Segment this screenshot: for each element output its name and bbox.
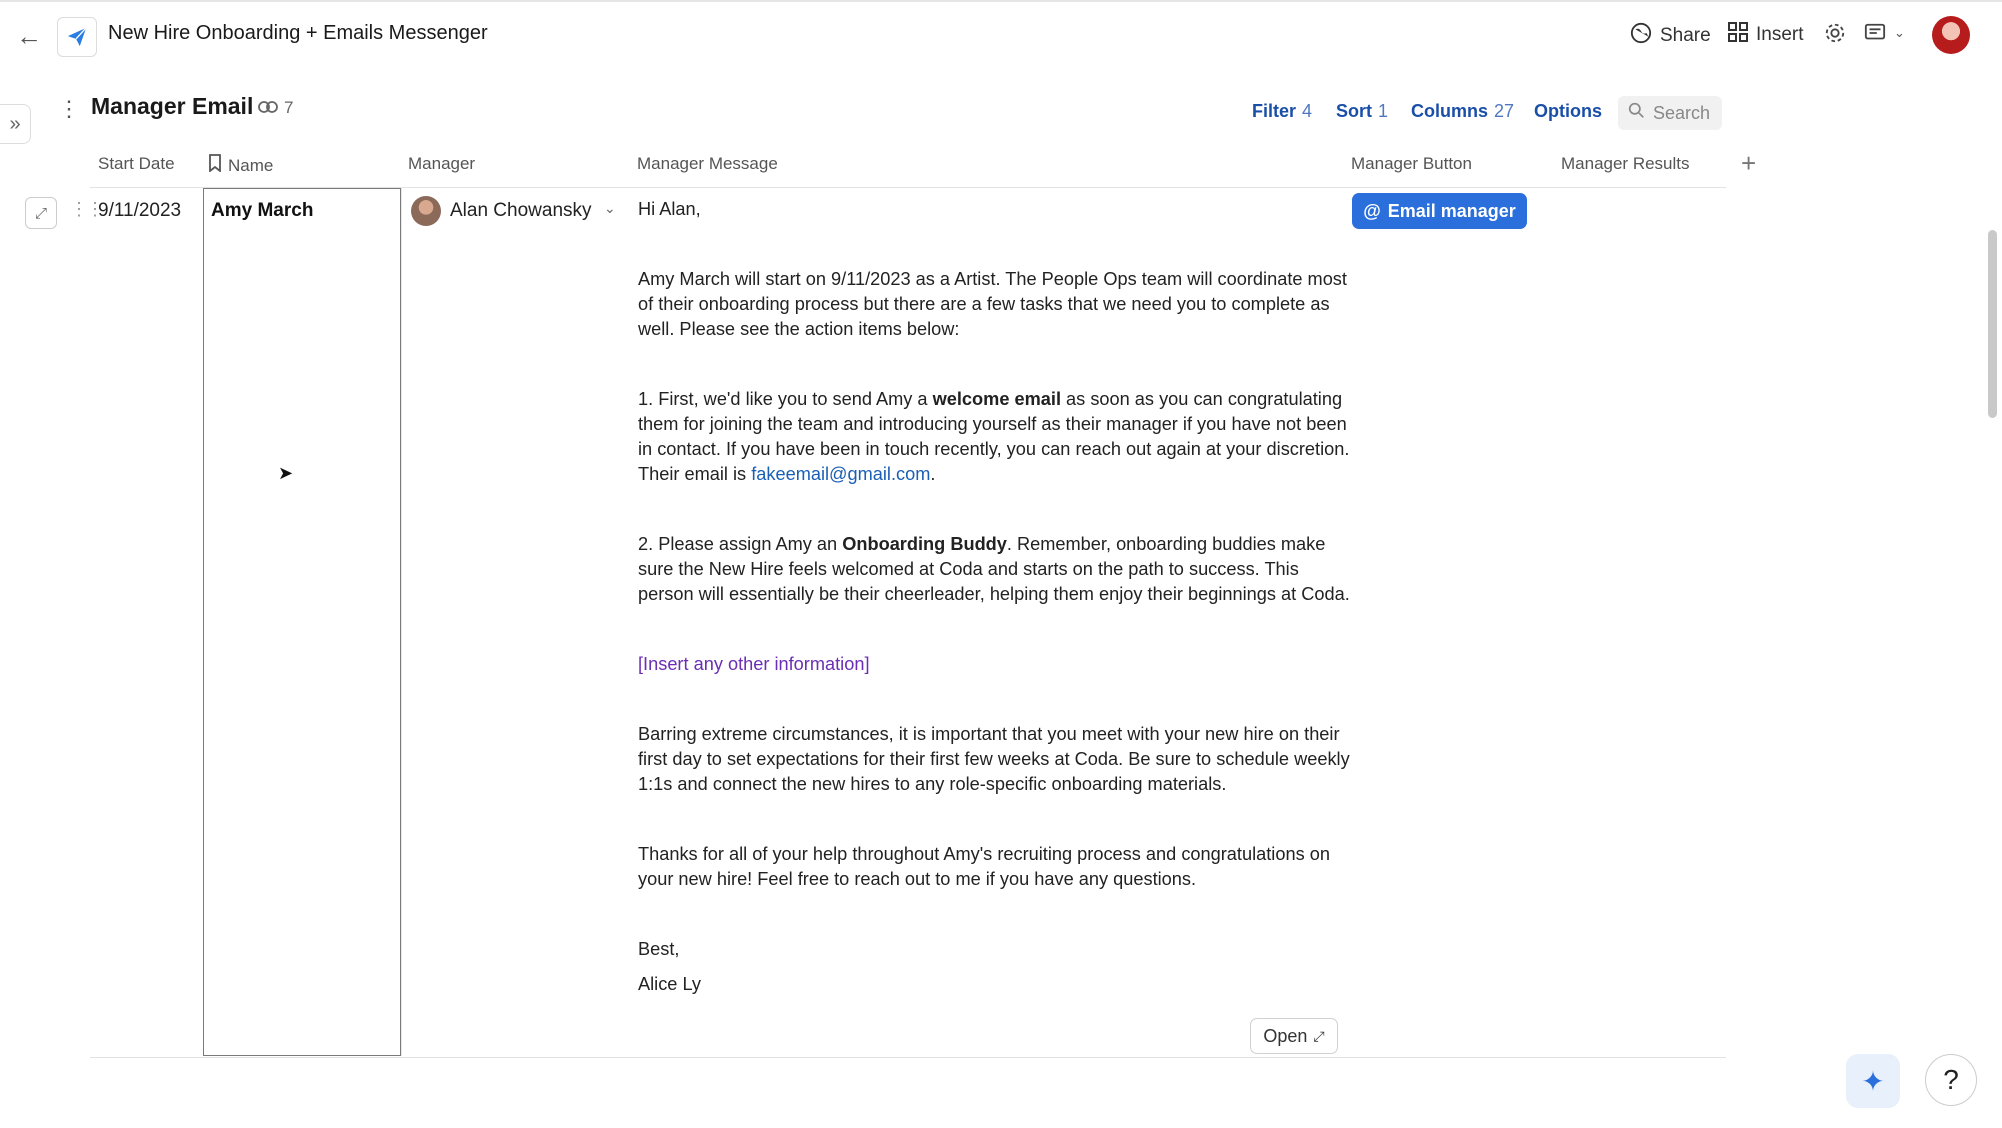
open-label: Open (1263, 1025, 1308, 1046)
expand-sidebar-icon[interactable]: » (0, 104, 31, 144)
doc-title[interactable]: New Hire Onboarding + Emails Messenger (108, 22, 488, 44)
help-question-icon[interactable]: ? (1925, 1054, 1977, 1106)
sort-label: Sort (1336, 101, 1372, 121)
search-input[interactable] (1618, 96, 1722, 130)
filter-button[interactable] (1252, 101, 1312, 122)
col-header-name-label: Name (228, 155, 274, 175)
message-signature: Alice Ly (638, 974, 702, 994)
message-paragraph-5: Barring extreme circumstances, it is important that you meet with your new hire on their first day to set expectations for their first few weeks at Coda. Be sure to schedule weekly 1:1s and connect the new hires to any role-specific onboarding materials. (638, 724, 1350, 794)
add-column-plus-icon[interactable]: + (1741, 148, 1757, 178)
link-icon (258, 98, 278, 118)
expand-arrows-icon: ⤢ (1313, 1027, 1325, 1044)
doc-logo-icon[interactable] (57, 17, 97, 57)
sort-button[interactable] (1336, 101, 1388, 122)
col-header-start-date[interactable]: Start Date (98, 154, 175, 173)
grid-icon (1728, 22, 1748, 48)
user-avatar[interactable] (1932, 16, 1970, 54)
globe-icon (1630, 22, 1652, 50)
linked-count[interactable] (258, 98, 293, 118)
open-cell-button[interactable] (1250, 1018, 1338, 1054)
filter-label: Filter (1252, 101, 1297, 121)
cell-name[interactable]: Amy March (211, 200, 314, 221)
email-link[interactable]: fakeemail@gmail.com (751, 464, 931, 484)
ai-sparkle-icon[interactable]: ✦ (1846, 1054, 1900, 1108)
back-arrow-icon[interactable]: ← (16, 21, 42, 51)
cell-start-date[interactable]: 9/11/2023 (98, 200, 182, 221)
column-divider (401, 188, 402, 1056)
table-title[interactable]: Manager Email (91, 93, 254, 119)
mouse-cursor-icon: ➤ (278, 463, 294, 483)
col-header-manager-results[interactable]: Manager Results (1561, 154, 1690, 173)
insert-button[interactable] (1728, 22, 1804, 48)
message-paragraph-3: 2. Please assign Amy an Onboarding Buddy. Remember, onboarding buddies make sure the New Hire feels welcomed at Coda and starts on the path to success. This person will essentially be their cheerleader, helping them enjoy their beginnings at Coda. (638, 534, 1350, 604)
row-divider (90, 1057, 1726, 1058)
expand-row-icon[interactable]: ⤢ (25, 197, 57, 229)
table-options-kebab-icon[interactable]: ⋮ (58, 96, 80, 121)
message-greeting: Hi Alan, (638, 199, 701, 219)
email-manager-button[interactable] (1352, 193, 1527, 229)
email-manager-label: Email manager (1387, 200, 1516, 221)
at-sign-icon: @ (1363, 200, 1381, 221)
link-count-value: 7 (284, 98, 294, 117)
message-placeholder: [Insert any other information] (638, 654, 870, 674)
settings-gear-icon[interactable] (1824, 22, 1846, 44)
bookmark-icon (208, 154, 222, 177)
manager-avatar (411, 196, 441, 226)
message-paragraph-2: 1. First, we'd like you to send Amy a welcome email as soon as you can congratulating them for joining the team and introducing yourself as their manager if you have not been in contact. If you have been in touch recently, you can reach out again at your discretion. Their email is fakeemail@gmail.com. (638, 389, 1350, 484)
cell-manager-message[interactable] (638, 197, 1350, 997)
columns-button[interactable] (1411, 101, 1514, 122)
sort-count: 1 (1378, 101, 1389, 121)
share-button[interactable] (1630, 22, 1711, 50)
message-paragraph-1: Amy March will start on 9/11/2023 as a Artist. The People Ops team will coordinate most of their onboarding process but there are a few tasks that we need you to complete as well. Please see the action items below: (638, 269, 1347, 339)
col-header-name[interactable] (208, 154, 273, 177)
message-paragraph-6: Thanks for all of your help throughout Amy's recruiting process and congratulations on your new hire! Feel free to reach out to me if you have any questions. (638, 844, 1330, 889)
columns-label: Columns (1411, 101, 1489, 121)
cell-manager[interactable]: Alan Chowansky (450, 200, 592, 221)
columns-count: 27 (1494, 101, 1515, 121)
message-closing: Best, (638, 939, 680, 959)
search-icon (1628, 102, 1645, 124)
col-header-manager-button[interactable]: Manager Button (1351, 154, 1472, 173)
share-label: Share (1660, 25, 1711, 46)
col-header-manager[interactable]: Manager (408, 154, 476, 173)
filter-count: 4 (1302, 101, 1313, 121)
col-header-manager-message[interactable]: Manager Message (637, 154, 778, 173)
manager-chevron-down-icon[interactable]: ⌄ (604, 200, 616, 216)
scrollbar-thumb[interactable] (1988, 230, 1997, 418)
comments-icon[interactable] (1864, 22, 1905, 44)
search-placeholder: Search (1653, 102, 1711, 123)
insert-label: Insert (1756, 24, 1804, 45)
row-drag-handle-icon[interactable]: ⋮⋮ (70, 199, 102, 219)
options-button[interactable]: Options (1534, 101, 1602, 121)
chevron-down-icon[interactable]: ⌄ (1894, 25, 1905, 40)
cell-name-selected[interactable] (203, 188, 401, 1056)
